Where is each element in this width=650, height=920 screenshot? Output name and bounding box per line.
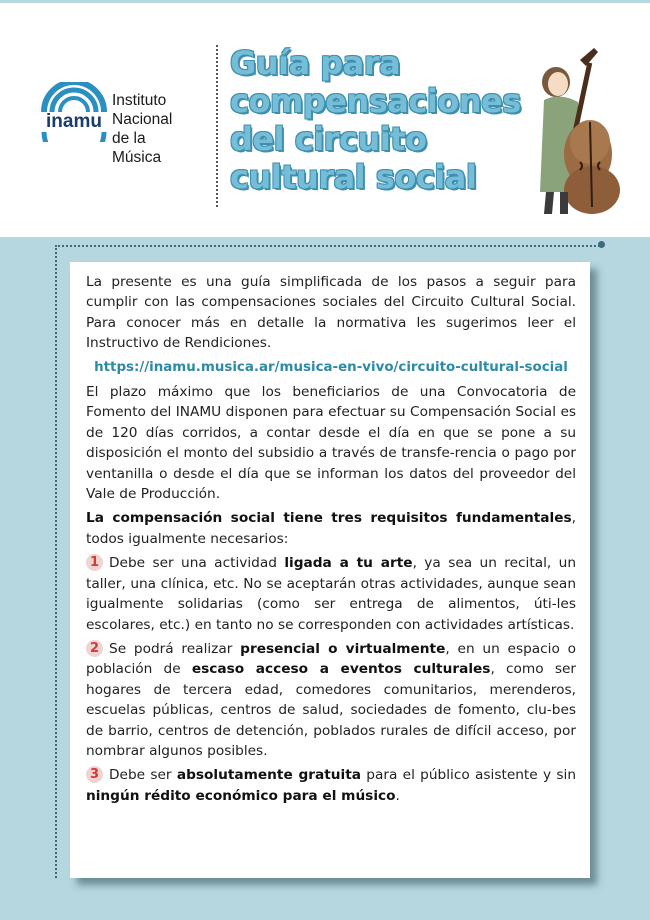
req3-text-d: . [395, 787, 400, 804]
circuito-link[interactable]: https://inamu.musica.ar/musica-en-vivo/circuito-cultural-social [94, 359, 568, 375]
requirements-rest: , todos igualmente necesarios: [86, 510, 576, 547]
double-bass-player-illustration [520, 42, 620, 217]
title-line-2: compensaciones [230, 82, 521, 120]
req1-bold: ligada a tu arte [284, 555, 413, 572]
logo-line-1: Instituto [112, 92, 167, 109]
plazo-paragraph: El plazo máximo que los beneficiarios de una Convocatoria de Fomento del INAMU disponen para efectuar su Compensación Social es de 120 días corridos, a contar desde el día en que se pone a su disposición el monto del subsidio a través de transfe-rencia o pago por ventanilla o desde el día que se informan los datos del proveedor del Vale de Producción. [86, 384, 576, 503]
req1-text-a: Debe ser una actividad [109, 555, 285, 572]
page-title [230, 44, 560, 196]
requirements-intro [86, 508, 576, 549]
logo-text [112, 91, 198, 167]
req2-text-d: , como ser hogares de tercera edad, comedores comunitarios, merenderos, escuelas públicas, centros de salud, sociedades de fomento, clu-bes de barrio, centros de detención, poblados rurales de difícil acceso, por nombrar algunos posibles. [86, 661, 576, 759]
logo-word: inamu [46, 111, 102, 132]
requirements-bold: La compensación social tiene tres requisitos fundamentales [86, 510, 572, 527]
requirement-item-2 [86, 639, 576, 761]
title-line-4: cultural social [230, 158, 477, 196]
req3-bold-2: ningún rédito económico para el músico [86, 787, 396, 804]
top-border [0, 0, 650, 3]
req2-text-a: Se podrá realizar [109, 640, 241, 657]
requirement-item-1 [86, 553, 576, 635]
inamu-logo [38, 82, 198, 166]
intro-paragraph: La presente es una guía simplificada de los pasos a seguir para cumplir con las compensaciones sociales del Circuito Cultural Social. Para conocer más en detalle la normativa les sugerimos leer el Instructivo de Rendiciones. [86, 274, 576, 352]
dotted-rule-end [598, 241, 605, 248]
title-line-1: Guía para [230, 44, 401, 82]
req2-bold-2: escaso acceso a eventos culturales [191, 661, 491, 678]
content-card [70, 262, 590, 878]
number-badge-2: 2 [86, 640, 103, 657]
header-divider [216, 45, 218, 207]
req2-text-c: , en un espacio o población de [86, 640, 577, 678]
inamu-logo-icon [38, 82, 110, 142]
req3-text-c: para el público asistente y sin [361, 767, 577, 784]
title-line-3: del circuito [230, 120, 427, 158]
req2-bold-1: presencial o virtualmente [240, 640, 446, 657]
number-badge-3: 3 [86, 766, 103, 783]
content-body [86, 272, 576, 810]
number-badge-1: 1 [86, 554, 103, 571]
logo-line-2: Nacional [112, 111, 173, 128]
req3-bold-1: absolutamente gratuita [176, 767, 361, 784]
dotted-rule-vertical [55, 248, 57, 878]
logo-line-3: de la Música [112, 130, 162, 166]
header [0, 0, 650, 237]
req1-text-c: , ya sea un recital, un taller, una clínica, etc. No se aceptarán otras actividades, aunque sean igualmente solidarias (como ser entrega de alimentos, úti-les escolares, etc.) en tanto no se corresponden con actividades artísticas. [86, 555, 577, 633]
dotted-rule-horizontal [55, 245, 603, 247]
req3-text-a: Debe ser [109, 767, 177, 784]
requirement-item-3 [86, 765, 576, 806]
